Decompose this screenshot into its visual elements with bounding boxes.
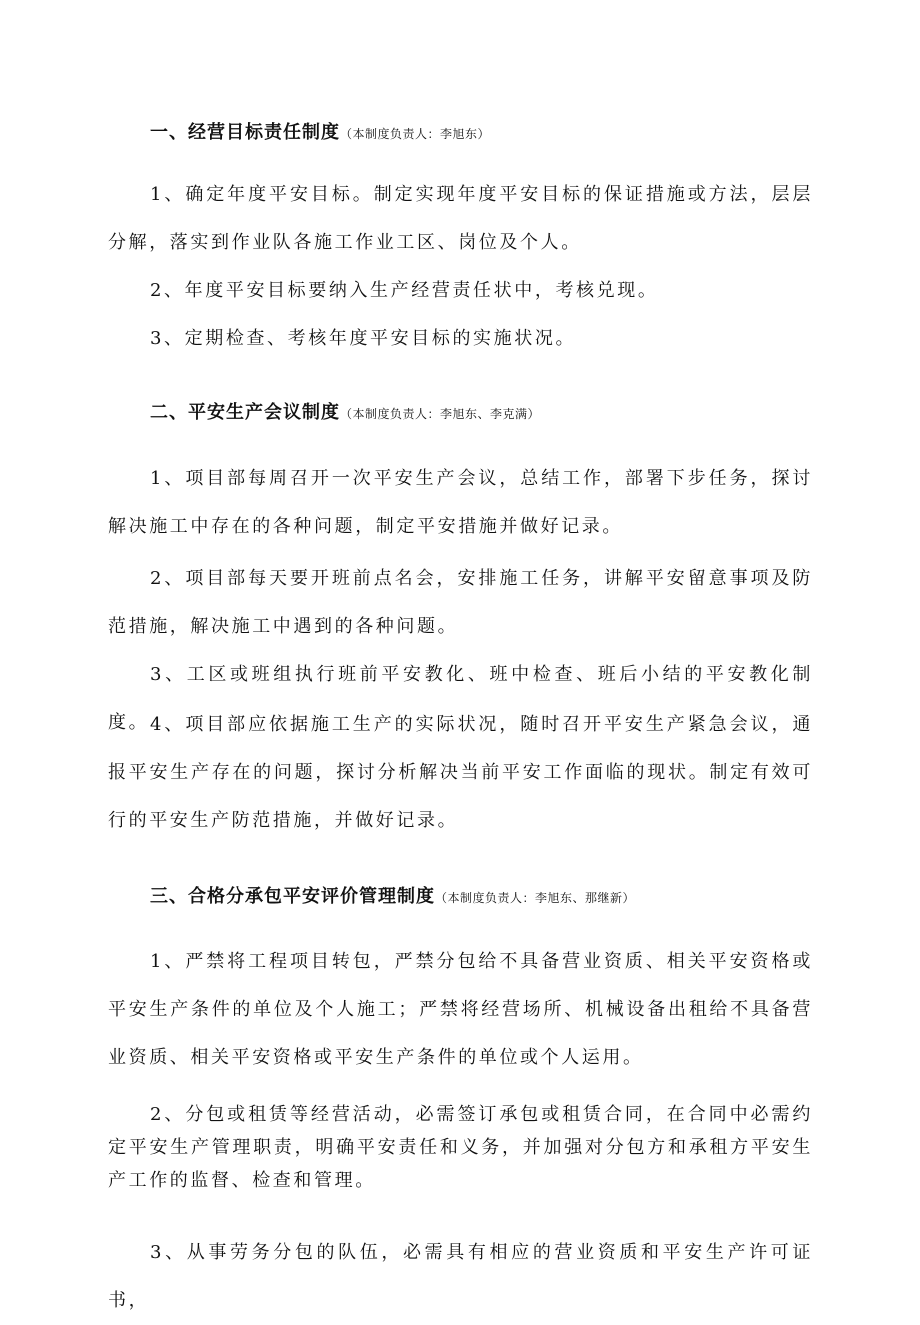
- section-2-item-1: 1、项目部每周召开一次平安生产会议，总结工作，部署下步任务，探讨解决施工中存在的各种问题，制定平安措施并做好记录。: [108, 468, 813, 537]
- section-2-item-4: 4、项目部应依据施工生产的实际状况，随时召开平安生产紧急会议，通报平安生产存在的问题，探讨分析解决当前平安工作面临的现状。制定有效可行的平安生产防范措施，并做好记录。: [108, 714, 813, 831]
- section-1-heading: [150, 121, 490, 146]
- section-2-heading: [150, 401, 540, 426]
- section-1-item-2: 2、年度平安目标要纳入生产经营责任状中，考核兑现。: [150, 280, 659, 301]
- section-2-responsible-note: （本制度负责人：李旭东、李克满）: [340, 407, 541, 421]
- section-1-item-1: 1、确定年度平安目标。制定实现年度平安目标的保证措施或方法，层层分解，落实到作业队各施工作业工区、岗位及个人。: [108, 184, 813, 253]
- section-2-item-3: 3、工区或班组执行班前平安教化、班中检查、班后小结的平安教化制度。: [108, 664, 813, 733]
- section-3-heading: [150, 885, 635, 910]
- section-1-item-3: 3、定期检查、考核年度平安目标的实施状况。: [150, 328, 577, 349]
- section-3-responsible-note: （本制度负责人：李旭东、那继新）: [435, 891, 636, 905]
- section-2-item-2: 2、项目部每天要开班前点名会，安排施工任务，讲解平安留意事项及防范措施，解决施工中遇到的各种问题。: [108, 568, 813, 637]
- section-1-title: 一、经营目标责任制度: [150, 122, 340, 143]
- section-3-item-3: 3、从事劳务分包的队伍，必需具有相应的营业资质和平安生产许可证书，: [108, 1242, 813, 1311]
- section-3-item-2: 2、分包或租赁等经营活动，必需签订承包或租赁合同，在合同中必需约定平安生产管理职责，明确平安责任和义务，并加强对分包方和承租方平安生产工作的监督、检查和管理。: [108, 1104, 813, 1191]
- section-2-title: 二、平安生产会议制度: [150, 402, 340, 423]
- section-3-title: 三、合格分承包平安评价管理制度: [150, 886, 435, 907]
- section-1-responsible-note: （本制度负责人：李旭东）: [340, 127, 491, 141]
- section-3-item-1: 1、严禁将工程项目转包，严禁分包给不具备营业资质、相关平安资格或平安生产条件的单位及个人施工；严禁将经营场所、机械设备出租给不具备营业资质、相关平安资格或平安生产条件的单位或个人运用。: [108, 951, 813, 1068]
